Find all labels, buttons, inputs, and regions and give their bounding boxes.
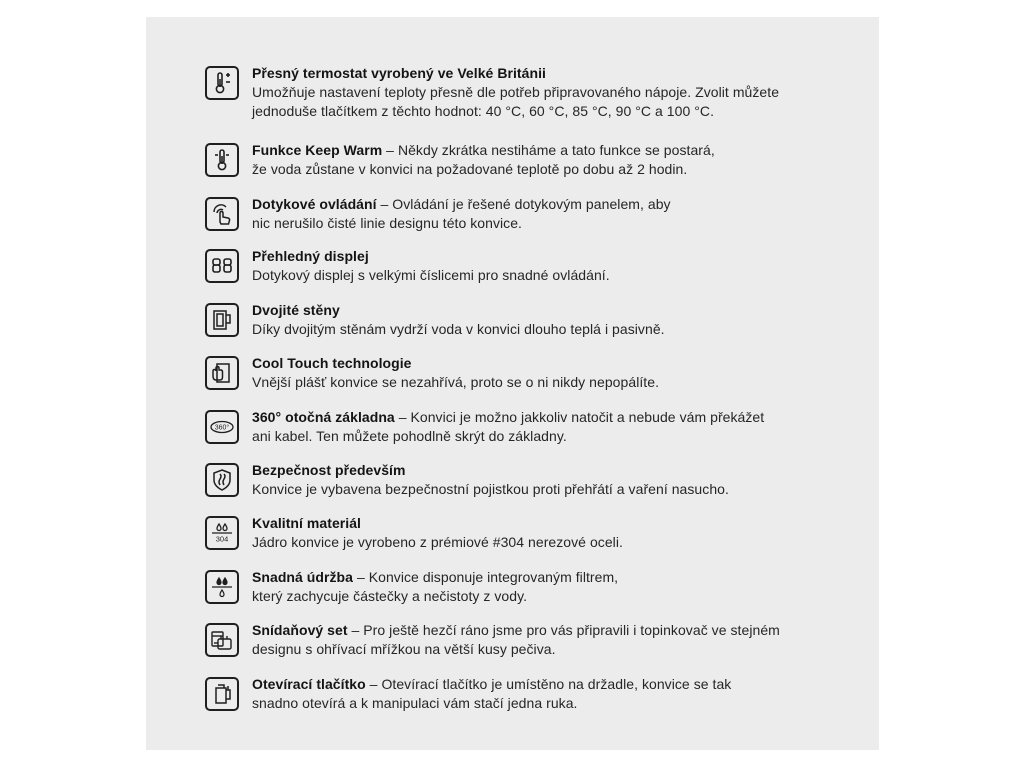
feature-desc-line: Díky dvojitým stěnám vydrží voda v konvici dlouho teplá i pasivně.	[252, 321, 665, 337]
open-button-kettle-icon	[205, 677, 239, 711]
feature-separator: –	[365, 676, 382, 692]
feature-separator: –	[353, 569, 369, 585]
feature-title: Kvalitní materiál	[252, 515, 362, 531]
feature-separator: –	[347, 622, 364, 638]
feature-title: Přesný termostat vyrobený ve Velké Británii	[252, 65, 546, 81]
feature-separator: –	[394, 409, 411, 425]
feature-desc-line: Konvice disponuje integrovaným filtrem,	[368, 569, 619, 585]
feature-separator: –	[376, 196, 393, 212]
feature-desc-line: Otevírací tlačítko je umístěno na držadle, konvice se tak	[381, 676, 732, 692]
feature-desc-line: nic nerušilo čisté linie designu této konvice.	[252, 215, 523, 231]
feature-item	[205, 354, 845, 392]
material-label: 304	[215, 534, 229, 544]
feature-title: Cool Touch technologie	[252, 355, 412, 371]
feature-item	[205, 568, 845, 606]
feature-item	[205, 514, 845, 552]
feature-title: Funkce Keep Warm	[252, 142, 383, 158]
feature-item	[205, 621, 845, 659]
keep-warm-thermometer-icon	[205, 143, 239, 177]
feature-item	[205, 247, 845, 285]
feature-desc-line: jednoduše tlačítkem z těchto hodnot: 40 °C, 60 °C, 85 °C, 90 °C a 100 °C.	[252, 103, 715, 119]
feature-desc-line: Pro ještě hezčí ráno jsme pro vás připravili i topinkovač ve stejném	[363, 622, 780, 638]
feature-desc-line: Konvici je možno jakkoliv natočit a nebude vám překážet	[410, 409, 765, 425]
feature-item	[205, 195, 845, 233]
feature-title: Přehledný displej	[252, 248, 369, 264]
double-wall-icon	[205, 303, 239, 337]
feature-title: Bezpečnost především	[252, 462, 406, 478]
material-304-icon	[205, 516, 239, 550]
feature-desc-line: Vnější plášť konvice se nezahřívá, proto se o ni nikdy nepopálíte.	[252, 374, 660, 390]
rotation-label: 360°	[214, 424, 230, 432]
rotation-360-icon	[205, 410, 239, 444]
feature-item	[205, 301, 845, 339]
feature-item	[205, 675, 845, 713]
touch-control-icon	[205, 197, 239, 231]
feature-desc-line: snadno otevírá a k manipulaci vám stačí jedna ruka.	[252, 695, 578, 711]
feature-title: Otevírací tlačítko	[252, 676, 366, 692]
feature-item	[205, 408, 845, 446]
cool-touch-hand-icon	[205, 356, 239, 390]
feature-separator: –	[382, 142, 398, 158]
feature-title: 360° otočná základna	[252, 409, 395, 425]
feature-desc-line: Dotykový displej s velkými číslicemi pro snadné ovládání.	[252, 267, 610, 283]
feature-desc-line: Ovládání je řešené dotykovým panelem, aby	[392, 196, 671, 212]
feature-title: Dvojité stěny	[252, 302, 340, 318]
feature-desc-line: Umožňuje nastavení teploty přesně dle potřeb připravovaného nápoje. Zvolit můžete	[252, 84, 780, 100]
filter-drops-icon	[205, 570, 239, 604]
feature-title: Snadná údržba	[252, 569, 353, 585]
feature-desc-line: designu s ohřívací mřížkou na větší kusy pečiva.	[252, 641, 556, 657]
breakfast-set-icon	[205, 623, 239, 657]
feature-item	[205, 141, 845, 179]
feature-desc-line: že voda zůstane v konvici na požadované teplotě po dobu až 2 hodin.	[252, 161, 688, 177]
feature-desc-line: ani kabel. Ten můžete pohodlně skrýt do základny.	[252, 428, 567, 444]
display-88-icon	[205, 249, 239, 283]
feature-item	[205, 64, 845, 121]
feature-desc-line: který zachycuje částečky a nečistoty z vody.	[252, 588, 528, 604]
feature-desc-line: Někdy zkrátka nestiháme a tato funkce se postará,	[397, 142, 715, 158]
safety-shield-icon	[205, 463, 239, 497]
feature-item	[205, 461, 845, 499]
feature-desc-line: Jádro konvice je vyrobeno z prémiové #304 nerezové oceli.	[252, 534, 623, 550]
feature-title: Dotykové ovládání	[252, 196, 377, 212]
thermostat-icon	[205, 66, 239, 100]
feature-desc-line: Konvice je vybavena bezpečnostní pojistkou proti přehřátí a vaření nasucho.	[252, 481, 729, 497]
feature-title: Snídaňový set	[252, 622, 348, 638]
